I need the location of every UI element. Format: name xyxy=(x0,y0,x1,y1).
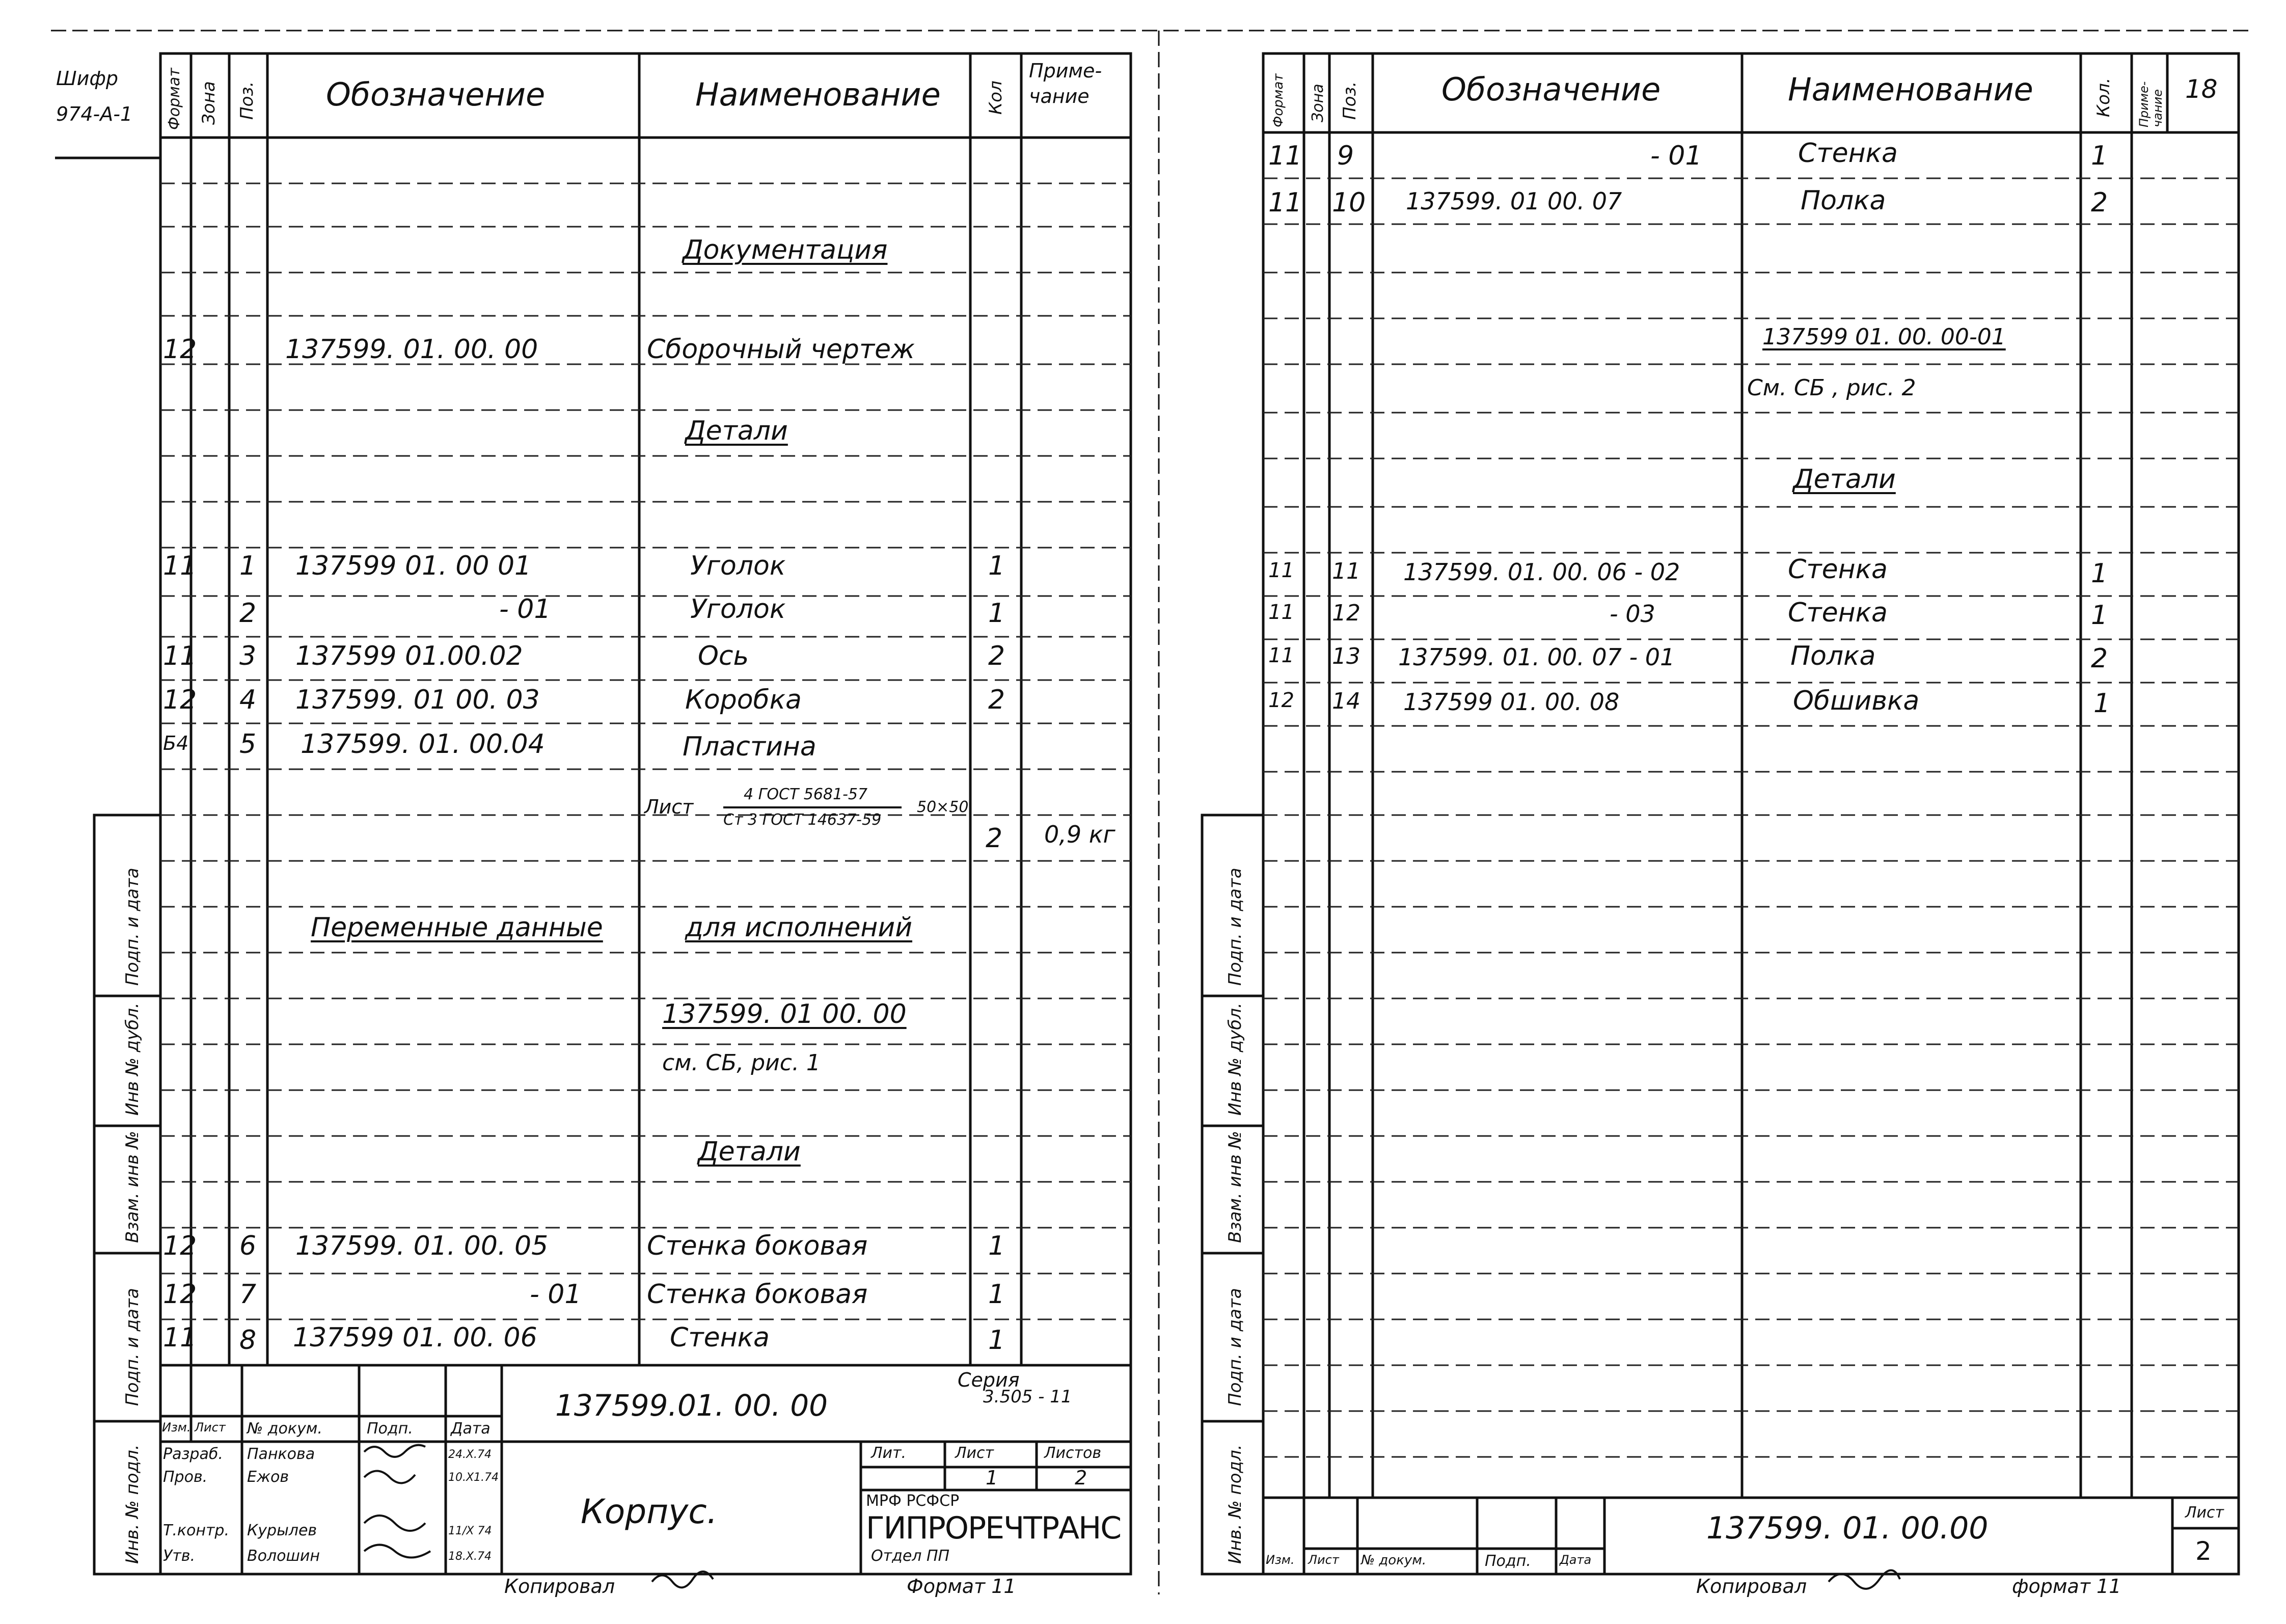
row-format: 11 xyxy=(1268,559,1294,582)
row-format: 11 xyxy=(163,641,197,671)
side-podp-data-2: Подп. и дата xyxy=(122,868,143,986)
row-designation: 137599. 01. 00. 06 - 02 xyxy=(1403,558,1680,586)
row-name: Обшивка xyxy=(1793,686,1920,716)
variant-designation: 137599. 01 00. 00 xyxy=(662,999,907,1030)
col-podp: Подп. xyxy=(1485,1552,1531,1570)
row-designation: 137599 01. 00. 08 xyxy=(1403,688,1620,716)
date-2: 10.Х1.74 xyxy=(448,1471,499,1484)
col-ndoc: № докум. xyxy=(1361,1553,1427,1568)
row-designation: 137599 01. 00 01 xyxy=(295,551,532,581)
row-format: 12 xyxy=(1268,689,1294,712)
row-qty: 1 xyxy=(2093,688,2111,719)
sheet-label: Лист xyxy=(955,1444,994,1462)
row-designation: 137599. 01. 00. 00 xyxy=(285,334,538,365)
sheet-prefix: Лист xyxy=(644,796,694,818)
col-ndoc: № докум. xyxy=(247,1420,322,1438)
row-name: Коробка xyxy=(685,685,802,715)
doc-number: 137599.01. 00. 00 xyxy=(555,1388,828,1423)
variable-data-heading: Переменные данные xyxy=(311,912,603,943)
utv-label: Утв. xyxy=(163,1547,195,1565)
fraction-bar xyxy=(723,806,902,808)
fraction-numerator: 4 ГОСТ 5681-57 xyxy=(744,786,868,803)
row-qty: 2 xyxy=(988,685,1005,715)
row-name: Стенка боковая xyxy=(647,1279,868,1310)
row-designation: 137599. 01. 00. 07 - 01 xyxy=(1398,643,1675,671)
sheets-label: Листов xyxy=(1044,1444,1102,1462)
row-designation: - 01 xyxy=(499,594,551,625)
footer-format: формат 11 xyxy=(2012,1575,2121,1598)
footer-format: Формат 11 xyxy=(907,1575,1016,1598)
section-documentation: Документация xyxy=(683,235,888,265)
side-podp-data: Подп. и дата xyxy=(1225,1288,1245,1406)
header-designation: Обозначение xyxy=(1441,71,1661,108)
sheet-value: 2 xyxy=(2195,1536,2212,1566)
row-format: 11 xyxy=(1268,601,1294,624)
sheet-value: 1 xyxy=(986,1467,998,1489)
header-designation: Обозначение xyxy=(326,76,546,113)
row-format: 11 xyxy=(163,1322,197,1353)
header-qty: Кол. xyxy=(2093,77,2114,117)
date-1: 24.Х.74 xyxy=(448,1448,492,1461)
section-details: Детали xyxy=(1793,464,1896,495)
header-note-1: Приме- xyxy=(1029,60,1102,82)
utv-name: Волошин xyxy=(247,1547,320,1565)
row-designation: - 03 xyxy=(1610,600,1655,628)
row-pos: 12 xyxy=(1332,600,1360,626)
header-note-2: чание xyxy=(2151,89,2165,127)
row-pos: 8 xyxy=(239,1325,257,1356)
side-inv-podl: Инв. № подл. xyxy=(122,1444,143,1564)
row-qty: 1 xyxy=(988,1325,1005,1356)
row-pos: 14 xyxy=(1332,688,1360,714)
col-data: Дата xyxy=(1560,1553,1592,1567)
row-format: 11 xyxy=(1268,141,1302,171)
prov-name: Ежов xyxy=(247,1468,289,1486)
code-line2: 974-А-1 xyxy=(56,103,133,125)
side-vzam: Взам. инв № xyxy=(1225,1130,1245,1243)
row-designation: 137599 01.00.02 xyxy=(295,641,523,671)
row-pos: 10 xyxy=(1332,187,1366,218)
fraction-denominator: Ст 3 ГОСТ 14637-59 xyxy=(723,811,882,829)
row-name: Ось xyxy=(698,641,749,671)
section-details: Детали xyxy=(685,416,788,446)
row-name: Стенка xyxy=(1788,554,1888,585)
row-pos: 5 xyxy=(239,729,257,760)
sheet-label: Лист xyxy=(2185,1504,2224,1522)
date-4: 18.Х.74 xyxy=(448,1550,492,1563)
row-qty: 1 xyxy=(988,1279,1005,1310)
row-qty: 1 xyxy=(988,1231,1005,1261)
col-izm: Изм. xyxy=(162,1420,191,1434)
variable-data-heading-2: для исполнений xyxy=(685,912,913,943)
header-note-2: чание xyxy=(1029,85,1090,107)
row-pos: 1 xyxy=(239,551,257,581)
lit-label: Лит. xyxy=(871,1444,907,1462)
row-designation: 137599. 01. 00. 05 xyxy=(295,1231,549,1261)
org-line1: МРФ РСФСР xyxy=(866,1492,960,1510)
org-line2: ГИПРОРЕЧТРАНС xyxy=(866,1510,1121,1546)
row-name: Уголок xyxy=(690,594,786,625)
row-pos: 4 xyxy=(239,685,257,715)
row-format: 11 xyxy=(1268,187,1302,218)
col-izm: Изм. xyxy=(1266,1553,1295,1567)
row-pos: 7 xyxy=(239,1279,257,1310)
row-designation: 137599. 01 00. 07 xyxy=(1406,187,1622,215)
row-format: 11 xyxy=(1268,644,1294,667)
code-line1: Шифр xyxy=(56,67,118,90)
row-pos: 9 xyxy=(1337,141,1354,171)
row-qty: 2 xyxy=(2091,643,2108,674)
row-qty: 2 xyxy=(2091,187,2108,218)
row-qty: 1 xyxy=(988,598,1005,629)
row-pos: 2 xyxy=(239,598,257,629)
series-value: 3.505 - 11 xyxy=(983,1387,1072,1407)
row-designation: 137599. 01 00. 03 xyxy=(295,685,540,715)
row-qty: 1 xyxy=(2091,141,2108,171)
row-format: 12 xyxy=(163,334,197,365)
sheet-size: 50×50 xyxy=(917,798,969,816)
doc-number: 137599. 01. 00.00 xyxy=(1706,1510,1989,1546)
series-label: Серия xyxy=(958,1369,1020,1391)
header-note-1: Приме- xyxy=(2137,81,2151,127)
row-format: 12 xyxy=(163,685,197,715)
row-name: Пластина xyxy=(683,732,817,762)
side-inv-podl: Инв. № подл. xyxy=(1225,1444,1245,1564)
row-qty: 2 xyxy=(988,641,1005,671)
col-podp: Подп. xyxy=(367,1420,413,1438)
side-inv-dubl: Инв № дубл. xyxy=(1225,1003,1245,1116)
header-format: Формат xyxy=(166,68,183,130)
row-format: 12 xyxy=(163,1231,197,1261)
footer-copied: Копировал xyxy=(504,1575,615,1598)
tkontr-label: Т.контр. xyxy=(163,1522,230,1539)
side-podp-data-2: Подп. и дата xyxy=(1225,868,1245,986)
row-name: Стенка xyxy=(1798,138,1898,169)
col-data: Дата xyxy=(451,1420,491,1438)
page-number: 18 xyxy=(2185,74,2218,104)
row-name: Уголок xyxy=(690,551,786,581)
header-name: Наименование xyxy=(695,76,941,113)
date-3: 11/Х 74 xyxy=(448,1525,492,1537)
razrab-name: Панкова xyxy=(247,1445,315,1463)
row-pos: 13 xyxy=(1332,643,1360,669)
section-details-2: Детали xyxy=(698,1136,801,1167)
row-name: Стенка xyxy=(1788,598,1888,628)
variant-ref: См. СБ , рис. 2 xyxy=(1747,375,1916,401)
col-list: Лист xyxy=(1308,1553,1339,1567)
prov-label: Пров. xyxy=(163,1468,208,1486)
row-designation: 137599. 01. 00.04 xyxy=(301,729,545,760)
row-name: Полка xyxy=(1790,641,1876,671)
header-format: Формат xyxy=(1271,73,1286,127)
row-pos: 3 xyxy=(239,641,257,671)
row-format: 12 xyxy=(163,1279,197,1310)
header-name: Наименование xyxy=(1788,71,2033,108)
row-format: Б4 xyxy=(163,732,189,754)
row-qty: 1 xyxy=(988,551,1005,581)
row-name: Полка xyxy=(1801,185,1886,216)
col-list: Лист xyxy=(195,1420,226,1434)
tkontr-name: Курылев xyxy=(247,1522,317,1539)
row-designation: - 01 xyxy=(530,1279,582,1310)
header-pos: Поз. xyxy=(1340,81,1360,120)
header-zone: Зона xyxy=(199,81,219,125)
side-vzam: Взам. инв № xyxy=(122,1130,143,1243)
row-qty: 2 xyxy=(986,823,1003,854)
variant-ref: см. СБ, рис. 1 xyxy=(662,1050,821,1076)
row-format: 11 xyxy=(163,551,197,581)
razrab-label: Разраб. xyxy=(163,1445,223,1463)
row-qty: 1 xyxy=(2091,600,2108,631)
row-qty: 1 xyxy=(2091,558,2108,589)
row-name: Стенка боковая xyxy=(647,1231,868,1261)
header-zone: Зона xyxy=(1309,84,1327,122)
header-pos: Поз. xyxy=(237,81,257,120)
product-name: Корпус. xyxy=(581,1492,718,1531)
sheets-value: 2 xyxy=(1075,1467,1087,1489)
side-podp-data: Подп. и дата xyxy=(122,1288,143,1406)
row-pos: 6 xyxy=(239,1231,257,1261)
row-name: Сборочный чертеж xyxy=(647,334,915,365)
header-qty: Кол xyxy=(986,80,1006,115)
org-line3: Отдел ПП xyxy=(871,1547,950,1565)
row-note: 0,9 кг xyxy=(1044,821,1115,848)
variant-designation: 137599 01. 00. 00-01 xyxy=(1762,324,2006,350)
row-designation: - 01 xyxy=(1650,141,1702,171)
footer-copied: Копировал xyxy=(1696,1575,1807,1598)
row-name: Стенка xyxy=(670,1322,770,1353)
row-designation: 137599 01. 00. 06 xyxy=(293,1322,537,1353)
side-inv-dubl: Инв № дубл. xyxy=(122,1003,143,1116)
row-pos: 11 xyxy=(1332,558,1360,584)
